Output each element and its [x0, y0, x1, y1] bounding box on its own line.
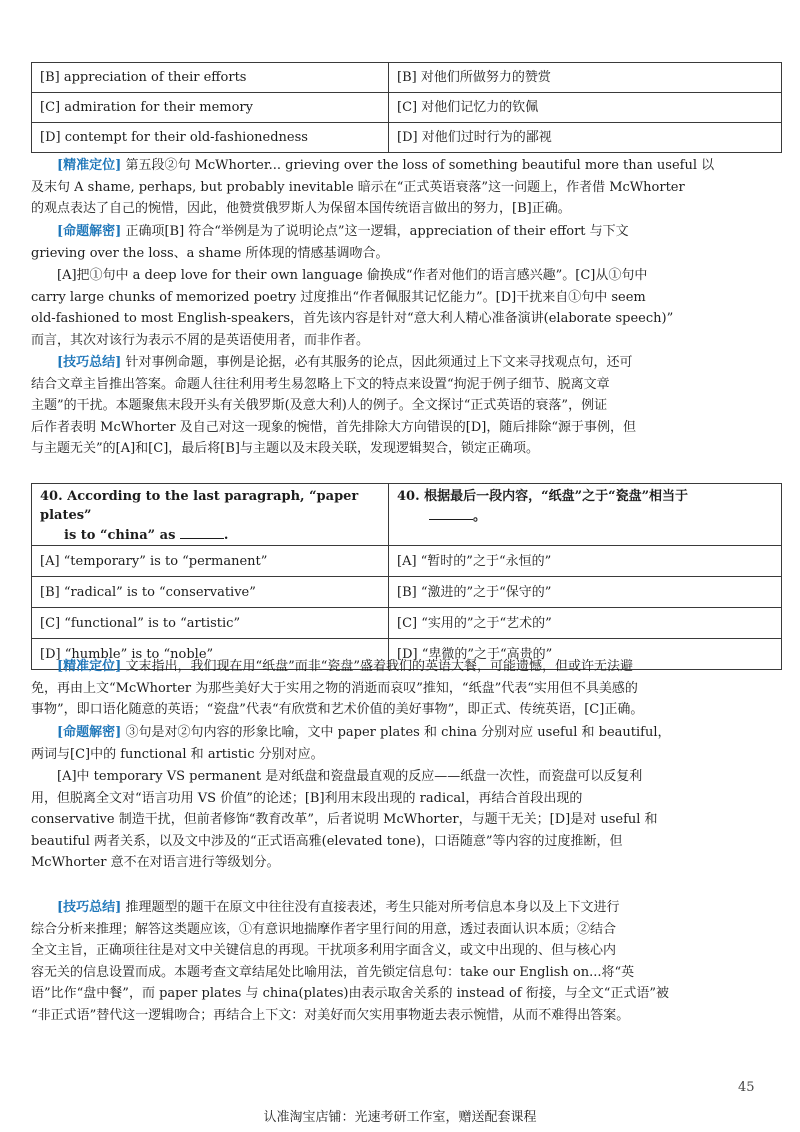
option-en: [B] appreciation of their efforts: [32, 63, 389, 93]
option-cn: [B] 对他们所做努力的赞赏: [389, 63, 782, 93]
paragraph-line: 与主题无关”的[A]和[C]，最后将[B]与主题以及末段关联，发现逻辑契合，锁定正确项。: [31, 441, 539, 457]
paragraph-line: ③句是对②句内容的形象比喻，文中 paper plates 和 china 分别对应 useful 和 beautiful，: [121, 725, 671, 740]
paragraph-line: 及末句 A shame, perhaps, but probably inevitable 暗示在“正式英语衰落”这一问题上，作者借 McWhorter: [31, 179, 685, 195]
section-tag: [技巧总结]: [57, 355, 122, 370]
analysis-skill-summary-40: [31, 897, 782, 1027]
paragraph-line: 两词与[C]中的 functional 和 artistic 分别对应。: [31, 746, 324, 762]
paragraph-line: 推理题型的题干在原文中往往没有直接表述，考生只能对所考信息本身以及上下文进行: [121, 900, 620, 915]
paragraph-line: old-fashioned to most English-speakers，首先该内容是针对“意大利人精心准备演讲(elaborate speech)”: [31, 311, 674, 327]
paragraph-line: 事物”，即口语化随意的英语；“瓷盘”代表“有欣赏和艺术价值的美好事物”，即正式、传统英语，[C]正确。: [31, 702, 644, 718]
paragraph-line: 而言，其次对该行为表示不屑的是英语使用者，而非作者。: [31, 332, 370, 348]
paragraph-line: 免，再由上文“McWhorter 为那些美好大于实用之物的消逝而哀叹”推知，“纸盘”代表“实用但不具美感的: [31, 680, 638, 696]
table-row: [32, 63, 782, 93]
option-en: [B] “radical” is to “conservative”: [32, 577, 389, 608]
option-en: [D] contempt for their old-fashionedness: [32, 123, 389, 153]
analysis-question-decode-40: [31, 722, 782, 765]
paragraph-line: 文末指出，我们现在用“纸盘”而非“瓷盘”盛着我们的英语大餐，可能遗憾，但或许无法避: [121, 659, 634, 674]
table-row: [32, 484, 782, 546]
paragraph-line: [A]把①句中 a deep love for their own language 偷换成“作者对他们的语言感兴趣”。[C]从①句中: [57, 268, 648, 283]
section-tag: [精准定位]: [57, 158, 122, 173]
paragraph-line: 针对事例命题，事例是论据，必有其服务的论点，因此须通过上下文来寻找观点句，还可: [121, 355, 633, 370]
options-table-39: [31, 62, 782, 153]
paragraph-line: McWhorter 意不在对语言进行等级划分。: [31, 855, 280, 871]
option-en: [D] “humble” is to “noble”: [32, 639, 389, 670]
analysis-distractors: [31, 265, 782, 351]
analysis-distractors-40: [31, 766, 782, 874]
paragraph-line: carry large chunks of memorized poetry 过度推出“作者佩服其记忆能力”。[D]干扰来自①句中 seem: [31, 289, 646, 305]
analysis-skill-summary: [31, 352, 782, 460]
section-tag: [命题解密]: [57, 725, 122, 740]
paragraph-line: 的观点表达了自己的惋惜，因此，他赞赏俄罗斯人为保留本国传统语言做出的努力，[B]正确。: [31, 201, 571, 217]
analysis-precise-location-40: [31, 656, 782, 721]
paragraph-line: 主题”的干扰。本题聚焦末段开头有关俄罗斯(及意大利)人的例子。全文探讨“正式英语的衰落”，例证: [31, 398, 608, 414]
paragraph-line: 结合文章主旨推出答案。命题人往往利用考生易忽略上下文的特点来设置“拘泥于例子细节、脱离文章: [31, 376, 610, 392]
question-stem-cn: 40. 根据最后一段内容，“纸盘”之于“瓷盘”相当于 。: [389, 484, 782, 546]
paragraph-line: 全文主旨，正确项往往是对文中关键信息的再现。干扰项多利用字面含义，或文中出现的、但与核心内: [31, 943, 617, 959]
paragraph-line: 综合分析来推理；解答这类题应该，①有意识地揣摩作者字里行间的用意，透过表面认识本质；②结合: [31, 921, 617, 937]
paragraph-line: 语”比作“盘中餐”，而 paper plates 与 china(plates)由表示取舍关系的 instead of 衔接，与全文“正式语”被: [31, 986, 670, 1002]
paragraph-line: 用，但脱离全文对“语言功用 VS 价值”的论述；[B]利用末段出现的 radical，再结合首段出现的: [31, 790, 583, 806]
option-en: [C] admiration for their memory: [32, 93, 389, 123]
paragraph-line: grieving over the loss、a shame 所体现的情感基调吻合。: [31, 245, 389, 261]
option-en: [A] “temporary” is to “permanent”: [32, 546, 389, 577]
option-cn: [A] “暂时的”之于“永恒的”: [389, 546, 782, 577]
answer-blank: [180, 525, 224, 539]
table-row: [32, 546, 782, 577]
option-cn: [C] 对他们记忆力的钦佩: [389, 93, 782, 123]
paragraph-line: [A]中 temporary VS permanent 是对纸盘和瓷盘最直观的反应——纸盘一次性，而瓷盘可以反复利: [57, 769, 643, 784]
option-cn: [D] 对他们过时行为的鄙视: [389, 123, 782, 153]
paragraph-line: 后作者表明 McWhorter 及自己对这一现象的惋惜，首先排除大方向错误的[D]，随后排除“源于事例，但: [31, 419, 636, 435]
question-40-table: [31, 483, 782, 670]
section-tag: [命题解密]: [57, 224, 122, 239]
paragraph-line: 第五段②句 McWhorter... grieving over the loss of something beautiful more than useful 以: [121, 158, 715, 173]
table-row: [32, 93, 782, 123]
paragraph-line: beautiful 两者关系，以及文中涉及的“正式语高雅(elevated tone)，口语随意”等内容的过度推断，但: [31, 833, 623, 849]
question-stem-en: 40. According to the last paragraph, “paper plates” is to “china” as .: [32, 484, 389, 546]
table-row: [32, 608, 782, 639]
option-cn: [B] “激进的”之于“保守的”: [389, 577, 782, 608]
section-tag: [精准定位]: [57, 659, 122, 674]
table-row: [32, 123, 782, 153]
paragraph-line: 容无关的信息设置而成。本题考查文章结尾处比喻用法，首先锁定信息句：take our English on...将“英: [31, 964, 635, 980]
paragraph-line: “非正式语”替代这一逻辑吻合；再结合上下文：对美好而欠实用事物逝去表示惋惜，从而不难得出答案。: [31, 1007, 630, 1023]
analysis-precise-location: [31, 155, 782, 220]
footer-watermark-text: 认准淘宝店铺：光速考研工作室，赠送配套课程: [263, 1110, 537, 1125]
page-number: 45: [738, 1080, 755, 1095]
answer-blank: [429, 506, 473, 520]
paragraph-line: conservative 制造干扰，但前者修饰“教育改革”，后者说明 McWhorter，与题干无关；[D]是对 useful 和: [31, 812, 658, 828]
option-en: [C] “functional” is to “artistic”: [32, 608, 389, 639]
table-row: [32, 577, 782, 608]
section-tag: [技巧总结]: [57, 900, 122, 915]
paragraph-line: 正确项[B] 符合“举例是为了说明论点”这一逻辑，appreciation of their effort 与下文: [121, 224, 629, 239]
analysis-question-decode: [31, 221, 782, 264]
option-cn: [D] “卑微的”之于“高贵的”: [389, 639, 782, 670]
option-cn: [C] “实用的”之于“艺术的”: [389, 608, 782, 639]
